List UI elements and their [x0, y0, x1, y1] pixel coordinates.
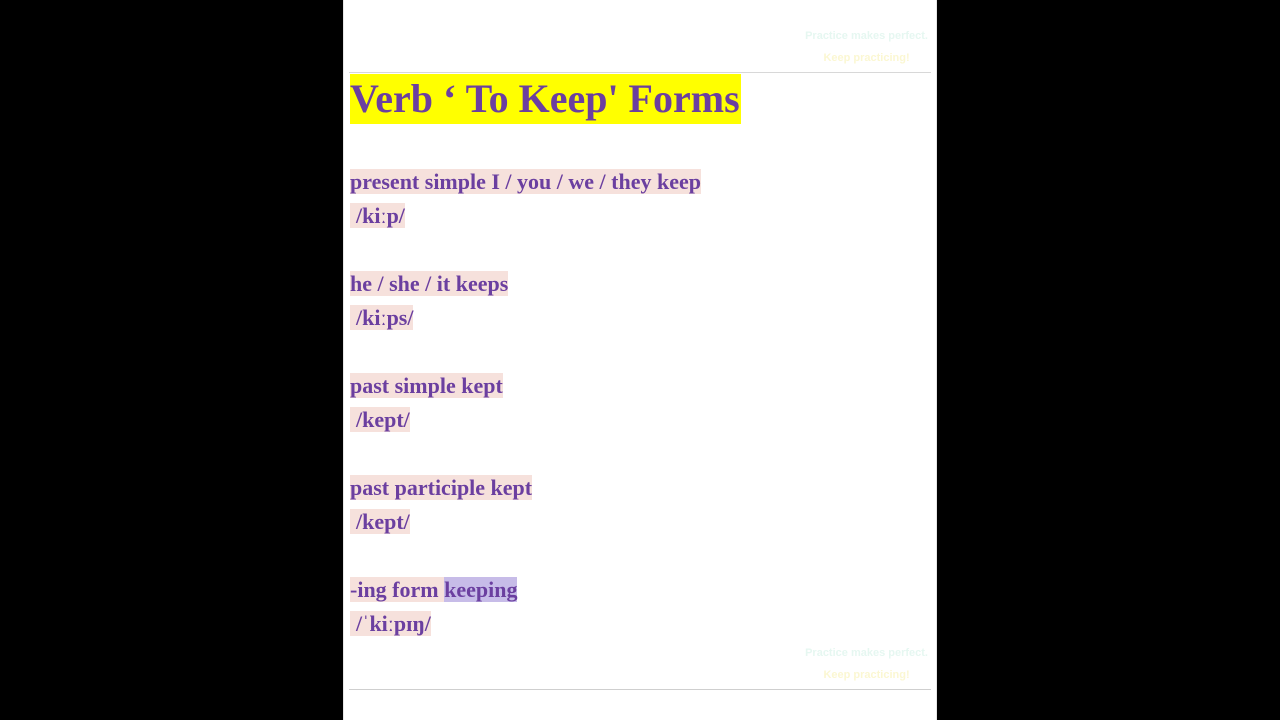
form-present-simple: [350, 168, 701, 196]
top-divider: [349, 72, 931, 73]
form-third-person: [350, 270, 508, 298]
form-present-simple-ipa: [350, 202, 405, 230]
watermark-bottom: [805, 642, 928, 686]
form-past-participle-ipa: [350, 508, 410, 536]
ipa-transcription: /kiːp/: [350, 203, 405, 228]
form-label: past simple kept: [350, 373, 503, 398]
ipa-transcription: /kiːps/: [350, 305, 413, 330]
form-ing-ipa: [350, 610, 431, 638]
form-label: past participle kept: [350, 475, 533, 500]
form-ing: [350, 576, 517, 604]
watermark-line-1: Practice makes perfect.: [805, 647, 928, 659]
selected-word[interactable]: keeping: [444, 577, 518, 602]
form-label-prefix: -ing form: [350, 577, 445, 602]
ipa-transcription: /kept/: [350, 509, 410, 534]
watermark-line-2: Keep practicing!: [823, 669, 910, 681]
form-third-person-ipa: [350, 304, 413, 332]
document-page: [343, 0, 937, 720]
page-title: Verb ‘ To Keep' Forms: [350, 74, 741, 124]
form-past-simple: [350, 372, 503, 400]
watermark-top: [805, 25, 928, 69]
form-label: present simple I / you / we / they keep: [350, 169, 701, 194]
bottom-divider: [349, 689, 931, 690]
form-label: he / she / it keeps: [350, 271, 509, 296]
watermark-line-2: Keep practicing!: [823, 52, 910, 64]
form-past-participle: [350, 474, 532, 502]
ipa-transcription: /ˈkiːpɪŋ/: [350, 611, 431, 636]
ipa-transcription: /kept/: [350, 407, 410, 432]
watermark-line-1: Practice makes perfect.: [805, 30, 928, 42]
form-past-simple-ipa: [350, 406, 410, 434]
